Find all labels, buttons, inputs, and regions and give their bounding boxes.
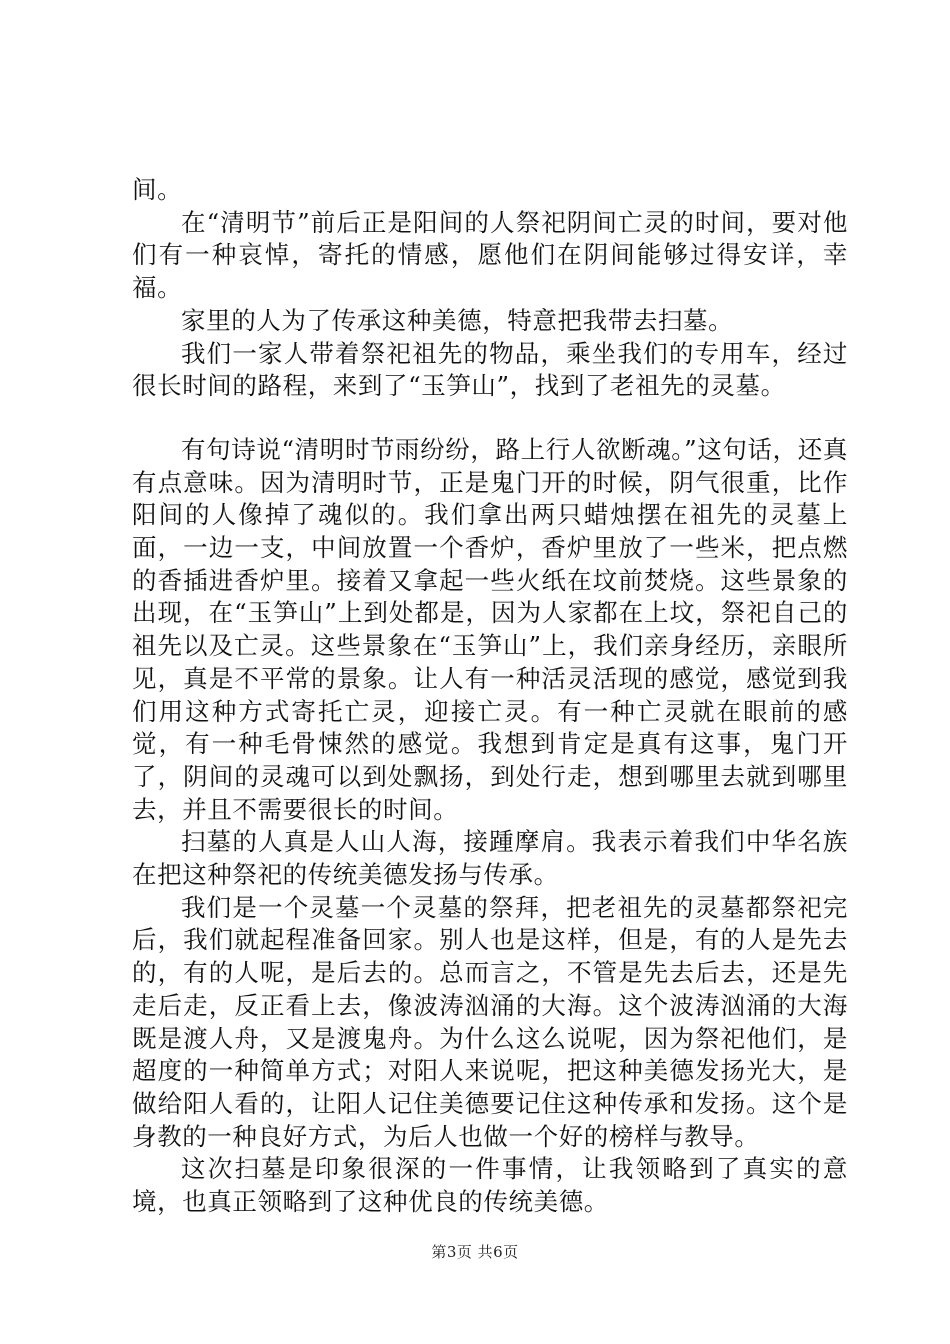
paragraph-crowds: 扫墓的人真是人山人海，接踵摩肩。我表示着我们中华名族在把这种祭祀的传统美德发扬与传承。 [132,827,848,890]
paragraph-journey: 我们一家人带着祭祀祖先的物品，乘坐我们的专用车，经过很长时间的路程，来到了“玉笋山”，找到了老祖先的灵墓。 [132,338,848,401]
paragraph-poem-scene: 有句诗说“清明时节雨纷纷，路上行人欲断魂。”这句话，还真有点意味。因为清明时节，正是鬼门开的时候，阴气很重，比作阳间的人像掉了魂似的。我们拿出两只蜡烛摆在祖先的灵墓上面，一边一支，中间放置一个香炉，香炉里放了一些米，把点燃的香插进香炉里。接着又拿起一些火纸在坟前焚烧。这些景象的出现，在“玉笋山”上到处都是，因为人家都在上坟，祭祀自己的祖先以及亡灵。这些景象在“玉笋山”上，我们亲身经历，亲眼所见，真是不平常的景象。让人有一种活灵活现的感觉，感觉到我们用这种方式寄托亡灵，迎接亡灵。有一种亡灵就在眼前的感觉，有一种毛骨悚然的感觉。我想到肯定是真有这事，鬼门开了，阴间的灵魂可以到处飘扬，到处行走，想到哪里去就到哪里去，并且不需要很长的时间。 [132,434,848,824]
page-number-footer: 第3页 共6页 [431,1243,519,1261]
paragraph-continuation: 间。 [132,175,183,204]
document-body [132,174,848,1219]
paragraph-return-home: 我们是一个灵墓一个灵墓的祭拜，把老祖先的灵墓都祭祀完后，我们就起程准备回家。别人也是这样，但是，有的人是先去的，有的人呢，是后去的。总而言之，不管是先去后去，还是先走后走，反正看上去，像波涛汹涌的大海。这个波涛汹涌的大海既是渡人舟，又是渡鬼舟。为什么这么说呢，因为祭祀他们，是超度的一种简单方式；对阳人来说呢，把这种美德发扬光大，是做给阳人看的，让阳人记住美德要记住这种传承和发扬。这个是身教的一种良好方式，为后人也做一个好的榜样与教导。 [132,892,848,1151]
paragraph-qingming-intro: 在“清明节”前后正是阳间的人祭祀阴间亡灵的时间，要对他们有一种哀悼，寄托的情感，愿他们在阴间能够过得安详，幸福。 [132,207,848,303]
paragraph-family-tradition: 家里的人为了传承这种美德，特意把我带去扫墓。 [181,305,734,335]
paragraph-conclusion: 这次扫墓是印象很深的一件事情，让我领略到了真实的意境，也真正领略到了这种优良的传统美德。 [132,1154,848,1217]
